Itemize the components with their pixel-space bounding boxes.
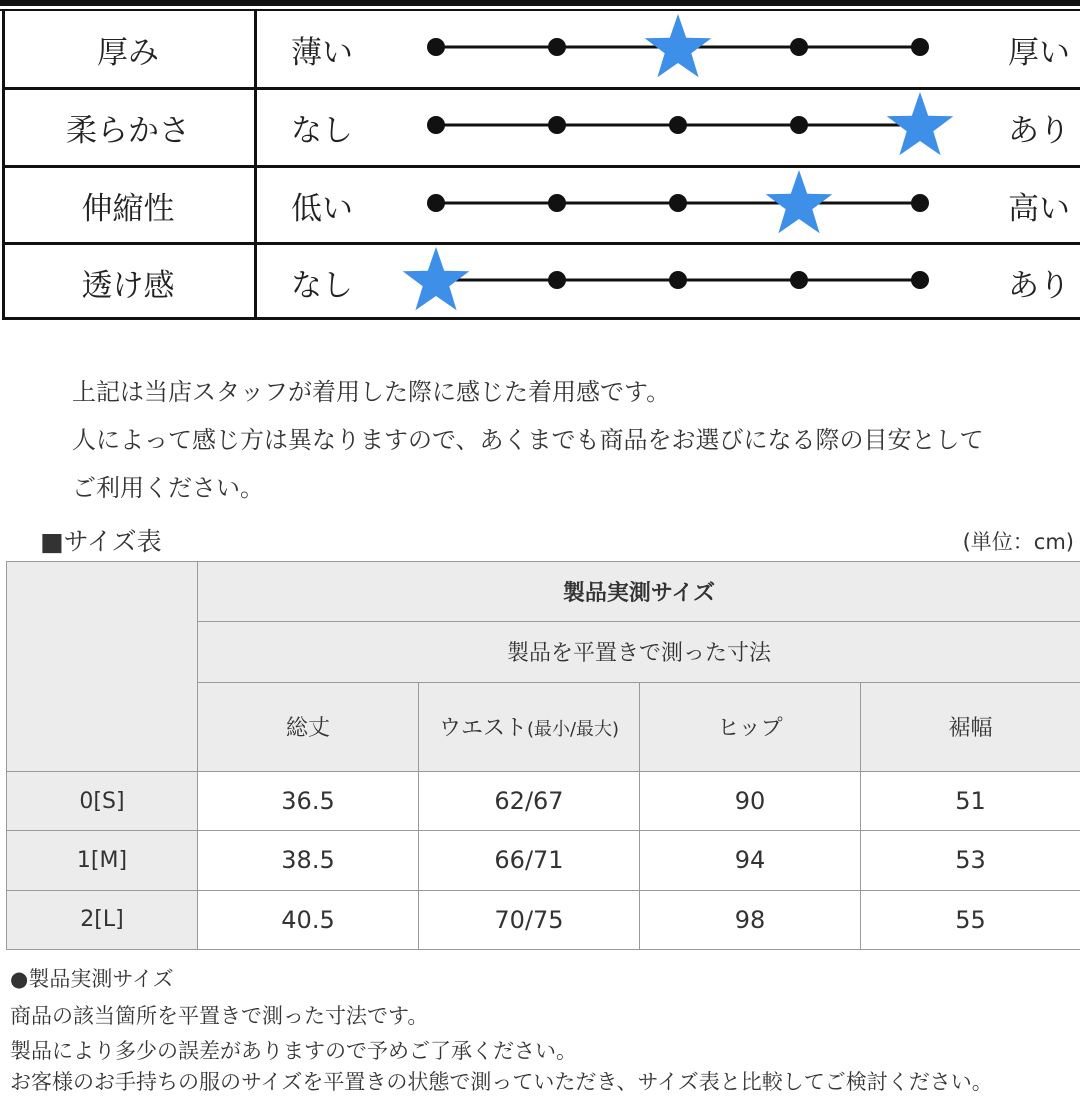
scale-dot — [790, 116, 808, 134]
feel-max-label: あり — [990, 244, 1080, 320]
table-row — [7, 831, 1080, 890]
feel-min-label: 低い — [258, 167, 386, 243]
cell: 55 — [861, 890, 1080, 949]
column-header: ウエスト — [439, 716, 527, 741]
selected-star-icon — [645, 14, 712, 77]
cell: 98 — [640, 890, 861, 949]
scale-dot — [790, 38, 808, 56]
cell: 53 — [861, 831, 1080, 890]
scale-dot — [669, 271, 687, 289]
feel-row-softness — [0, 89, 1080, 165]
cell: 70/75 — [419, 890, 640, 949]
column-header: ヒップ — [640, 682, 861, 771]
feel-max-label: 高い — [990, 167, 1080, 243]
cell: 40.5 — [198, 890, 419, 949]
selected-star-icon — [403, 247, 470, 310]
feel-max-label: 厚い — [990, 11, 1080, 87]
scale-dot — [911, 271, 929, 289]
column-header: 裾幅 — [861, 682, 1080, 771]
feel-scale — [400, 89, 960, 165]
footer-line: お客様のお手持ちの服のサイズを平置きの状態で測っていただき、サイズ表と比較してご検討ください。 — [10, 1066, 993, 1096]
scale-dot — [548, 116, 566, 134]
note-line: 上記は当店スタッフが着用した際に感じた着用感です。 — [72, 372, 670, 407]
column-header-waist — [419, 682, 640, 771]
feel-row-sheerness — [0, 244, 1080, 320]
scale-dot — [427, 116, 445, 134]
selected-star-icon — [887, 92, 954, 155]
footer-heading: ●製品実測サイズ — [10, 963, 174, 993]
scale-dot — [669, 194, 687, 212]
cell: 51 — [861, 772, 1080, 831]
cell: 62/67 — [419, 772, 640, 831]
scale-dot — [669, 116, 687, 134]
cell: 66/71 — [419, 831, 640, 890]
feel-row-stretch — [0, 167, 1080, 243]
cell: 90 — [640, 772, 861, 831]
column-header: 総丈 — [198, 682, 419, 771]
unit-label: (単位：cm) — [963, 526, 1074, 556]
feel-label: 柔らかさ — [2, 89, 254, 165]
scale-dot — [911, 38, 929, 56]
feel-scale — [400, 244, 960, 320]
feel-label: 伸縮性 — [2, 167, 254, 243]
scale-dot — [548, 194, 566, 212]
size-table-title: ■サイズ表 — [40, 522, 162, 558]
scale-dot — [427, 38, 445, 56]
feel-min-label: なし — [258, 89, 386, 165]
scale-dot — [548, 38, 566, 56]
corner-cell — [7, 562, 198, 772]
cell: 38.5 — [198, 831, 419, 890]
note-line: ご利用ください。 — [72, 468, 264, 503]
feel-scale — [400, 11, 960, 87]
scale-dot — [548, 271, 566, 289]
feel-min-label: 薄い — [258, 11, 386, 87]
feel-scale — [400, 167, 960, 243]
feel-chart — [0, 11, 1080, 323]
cell: 36.5 — [198, 772, 419, 831]
header-sub: 製品を平置きで測った寸法 — [198, 622, 1080, 682]
size-label: 0[S] — [7, 772, 198, 831]
feel-label: 透け感 — [2, 244, 254, 320]
column-header-suffix: (最小/最大) — [527, 719, 619, 740]
size-label: 2[L] — [7, 890, 198, 949]
feel-max-label: あり — [990, 89, 1080, 165]
selected-star-icon — [766, 170, 833, 233]
table-row — [7, 772, 1080, 831]
scale-dot — [427, 194, 445, 212]
size-label: 1[M] — [7, 831, 198, 890]
feel-label: 厚み — [2, 11, 254, 87]
footer-line: 商品の該当箇所を平置きで測った寸法です。 — [10, 1000, 428, 1030]
scale-dot — [911, 194, 929, 212]
footer-line: 製品により多少の誤差がありますので予めご了承ください。 — [10, 1035, 577, 1065]
cell: 94 — [640, 831, 861, 890]
table-row — [7, 890, 1080, 949]
size-table — [6, 561, 1080, 950]
header-main: 製品実測サイズ — [198, 562, 1080, 622]
note-line: 人によって感じ方は異なりますので、あくまでも商品をお選びになる際の目安として — [72, 420, 984, 455]
scale-dot — [790, 271, 808, 289]
top-border — [0, 0, 1080, 6]
feel-row-thickness — [0, 11, 1080, 87]
feel-min-label: なし — [258, 244, 386, 320]
